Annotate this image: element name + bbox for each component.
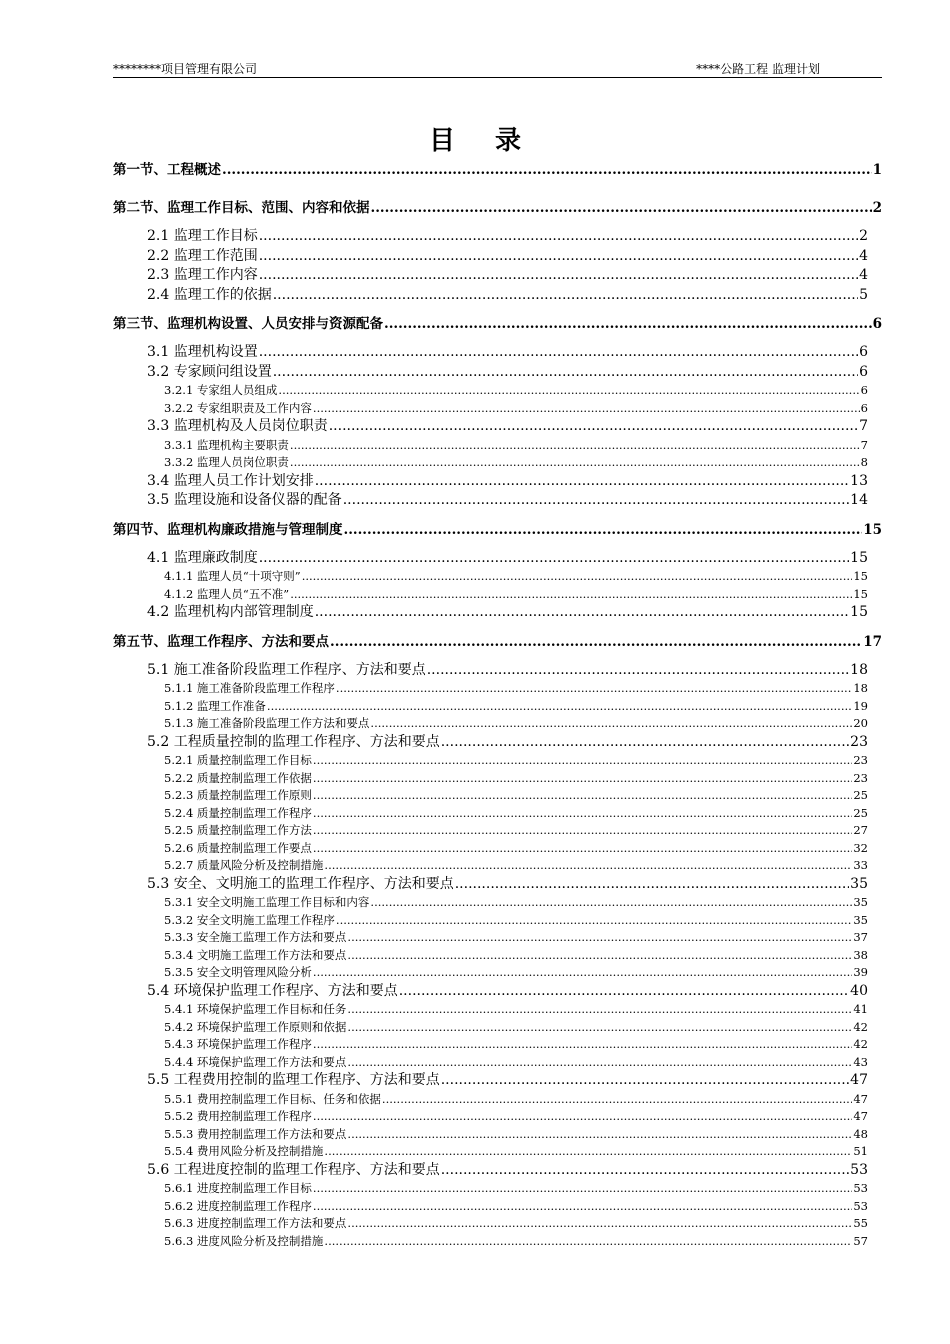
- toc-entry-title: 5.5.1 费用控制监理工作目标、任务和依据: [164, 1091, 381, 1106]
- toc-page-number: 42: [853, 1037, 868, 1051]
- toc-entry-title: 5.4.1 环境保护监理工作目标和任务: [164, 1002, 347, 1016]
- toc-entry-title: 5.3.4 文明施工监理工作方法和要点: [164, 947, 347, 962]
- toc-entry-title: 5.1 施工准备阶段监理工作程序、方法和要点: [147, 661, 426, 678]
- toc-entry-title: 3.3.1 监理机构主要职责: [164, 437, 289, 452]
- toc-page-number: 6: [860, 383, 868, 397]
- toc-entry-level2[interactable]: [113, 875, 868, 895]
- toc-dot-leader: [343, 491, 849, 511]
- toc-dot-leader: [313, 787, 852, 805]
- toc-page-number: 7: [860, 437, 868, 452]
- toc-dot-leader: [399, 982, 849, 1002]
- toc-entry-level3[interactable]: [113, 1001, 868, 1019]
- toc-dot-leader: [427, 661, 849, 681]
- toc-dot-leader: [382, 1091, 852, 1109]
- toc-page-number: 35: [853, 895, 868, 909]
- toc-page-number: 4: [859, 267, 868, 283]
- toc-page-number: 39: [853, 965, 868, 979]
- toc-entry-level2[interactable]: [113, 491, 868, 511]
- toc-entry-title: 3.1 监理机构设置: [147, 344, 258, 360]
- toc-entry-title: 5.6.2 进度控制监理工作程序: [164, 1198, 312, 1213]
- toc-entry-title: 第五节、监理工作程序、方法和要点: [113, 633, 329, 650]
- toc-dot-leader: [347, 1019, 852, 1037]
- toc-page-number: 25: [853, 805, 868, 820]
- toc-entry-title: 5.2.1 质量控制监理工作目标: [164, 753, 312, 767]
- toc-entry-level3[interactable]: [113, 947, 868, 965]
- toc-title: 目录: [428, 126, 561, 156]
- toc-entry-title: 5.4 环境保护监理工作程序、方法和要点: [147, 982, 398, 999]
- toc-entry-title: 第三节、监理机构设置、人员安排与资源配备: [113, 316, 383, 332]
- toc-page-number: 47: [853, 1109, 868, 1123]
- toc-page-number: 6: [859, 344, 868, 360]
- toc-entry-level1[interactable]: [113, 199, 882, 218]
- toc-page-number: 7: [859, 418, 868, 434]
- toc-page-number: 17: [863, 633, 882, 650]
- toc-dot-leader: [441, 733, 849, 753]
- toc-dot-leader: [259, 227, 858, 247]
- toc-dot-leader: [315, 603, 849, 623]
- toc-entry-title: 4.1.1 监理人员“十项守则”: [164, 569, 301, 583]
- toc-entry-level2[interactable]: [113, 266, 868, 286]
- toc-dot-leader: [313, 400, 860, 418]
- toc-entry-level3[interactable]: [113, 770, 868, 788]
- toc-entry-level3[interactable]: [113, 400, 868, 418]
- toc-page-number: 53: [850, 1161, 868, 1178]
- toc-entry-level3[interactable]: [113, 929, 868, 947]
- toc-entry-level2[interactable]: [113, 227, 868, 247]
- toc-entry-level3[interactable]: [113, 568, 868, 586]
- toc-entry-level2[interactable]: [113, 661, 868, 681]
- toc-entry-level1[interactable]: [113, 521, 882, 540]
- toc-entry-title: 5.4.2 环境保护监理工作原则和依据: [164, 1019, 347, 1034]
- toc-entry-level3[interactable]: [113, 822, 868, 840]
- toc-entry-level2[interactable]: [113, 417, 868, 437]
- toc-entry-title: 5.2.5 质量控制监理工作方法: [164, 823, 312, 837]
- toc-entry-level1[interactable]: [113, 633, 882, 652]
- toc-entry-title: 5.6.3 进度控制监理工作方法和要点: [164, 1216, 347, 1230]
- toc-dot-leader: [324, 1143, 852, 1161]
- toc-entry-level3[interactable]: [113, 1215, 868, 1233]
- toc-page-number: 19: [853, 698, 868, 713]
- toc-entry-title: 5.1.2 监理工作准备: [164, 698, 266, 713]
- toc-entry-title: 3.3 监理机构及人员岗位职责: [147, 418, 328, 434]
- toc-dot-leader: [313, 840, 852, 858]
- toc-entry-title: 5.1.1 施工准备阶段监理工作程序: [164, 681, 335, 695]
- toc-entry-level2[interactable]: [113, 343, 868, 363]
- toc-dot-leader: [313, 770, 852, 788]
- toc-entry-level2[interactable]: [113, 1161, 868, 1181]
- toc-dot-leader: [259, 266, 858, 286]
- toc-entry-level2[interactable]: [113, 549, 868, 569]
- toc-page-number: 53: [853, 1181, 868, 1195]
- toc-page-number: 6: [860, 400, 868, 415]
- toc-page-number: 1: [872, 162, 882, 178]
- page-header: [113, 60, 882, 78]
- toc-dot-leader: [336, 680, 852, 698]
- toc-entry-title: 3.3.2 监理人员岗位职责: [164, 455, 289, 469]
- toc-dot-leader: [313, 805, 852, 823]
- toc-dot-leader: [290, 437, 860, 455]
- toc-entry-level3[interactable]: [113, 805, 868, 823]
- toc-dot-leader: [347, 1126, 852, 1144]
- toc-entry-title: 5.4.3 环境保护监理工作程序: [164, 1037, 312, 1051]
- toc-entry-level3[interactable]: [113, 1126, 868, 1144]
- toc-entry-level3[interactable]: [113, 437, 868, 455]
- toc-entry-title: 3.4 监理人员工作计划安排: [147, 472, 314, 489]
- toc-entry-title: 5.5.3 费用控制监理工作方法和要点: [164, 1126, 347, 1141]
- toc-entry-title: 5.3.3 安全施工监理工作方法和要点: [164, 930, 347, 944]
- toc-entry-title: 5.2.2 质量控制监理工作依据: [164, 770, 312, 785]
- toc-dot-leader: [313, 1180, 852, 1198]
- toc-page-number: 48: [853, 1126, 868, 1141]
- toc-entry-title: 4.1.2 监理人员“五不准”: [164, 586, 290, 601]
- toc-entry-title: 5.2.4 质量控制监理工作程序: [164, 805, 312, 820]
- toc-page-number: 51: [853, 1144, 868, 1158]
- toc-entry-level1[interactable]: [113, 161, 882, 180]
- toc-entry-level3[interactable]: [113, 1091, 868, 1109]
- toc-page-number: 18: [850, 661, 868, 678]
- toc-page-number: 33: [853, 858, 868, 872]
- toc-dot-leader: [222, 161, 872, 180]
- toc-page-number: 27: [853, 823, 868, 837]
- toc-entry-title: 2.1 监理工作目标: [147, 228, 258, 244]
- toc-page-number: 6: [859, 363, 868, 380]
- toc-dot-leader: [347, 929, 852, 947]
- toc-page-number: 42: [853, 1019, 868, 1034]
- toc-entry-level3[interactable]: [113, 894, 868, 912]
- toc-dot-leader: [347, 947, 852, 965]
- toc-dot-leader: [313, 964, 852, 982]
- toc-entry-level2[interactable]: [113, 286, 868, 306]
- toc-dot-leader: [259, 343, 858, 363]
- toc-entry-level3[interactable]: [113, 964, 868, 982]
- toc-entry-level3[interactable]: [113, 1036, 868, 1054]
- toc-entry-level3[interactable]: [113, 787, 868, 805]
- toc-dot-leader: [329, 417, 858, 437]
- toc-dot-leader: [347, 1001, 852, 1019]
- toc-entry-title: 4.2 监理机构内部管理制度: [147, 604, 314, 620]
- toc-entry-title: 2.4 监理工作的依据: [147, 286, 272, 303]
- toc-page-number: 40: [850, 982, 868, 999]
- table-of-contents: [113, 160, 882, 1250]
- toc-page-number: 38: [853, 947, 868, 962]
- toc-dot-leader: [441, 1071, 849, 1091]
- toc-page-number: 57: [853, 1233, 868, 1248]
- toc-entry-title: 5.6 工程进度控制的监理工作程序、方法和要点: [147, 1161, 440, 1178]
- toc-entry-level3[interactable]: [113, 857, 868, 875]
- toc-page-number: 15: [850, 549, 868, 566]
- toc-entry-title: 5.2.3 质量控制监理工作原则: [164, 788, 312, 802]
- toc-dot-leader: [347, 1054, 852, 1072]
- toc-dot-leader: [441, 1161, 849, 1181]
- toc-entry-level3[interactable]: [113, 1233, 868, 1251]
- toc-entry-title: 5.6.3 进度风险分析及控制措施: [164, 1233, 324, 1248]
- toc-entry-title: 5.2 工程质量控制的监理工作程序、方法和要点: [147, 733, 440, 750]
- toc-dot-leader: [330, 633, 862, 652]
- toc-entry-level3[interactable]: [113, 1019, 868, 1037]
- toc-dot-leader: [336, 912, 852, 930]
- header-company: ********项目管理有限公司: [113, 62, 258, 76]
- toc-entry-title: 5.5.4 费用风险分析及控制措施: [164, 1144, 324, 1158]
- toc-dot-leader: [344, 521, 863, 540]
- toc-page-number: 43: [853, 1054, 868, 1069]
- toc-dot-leader: [347, 1215, 852, 1233]
- toc-dot-leader: [384, 315, 872, 334]
- toc-entry-level2[interactable]: [113, 247, 868, 267]
- toc-page-number: 15: [850, 604, 868, 620]
- toc-entry-title: 5.3.5 安全文明管理风险分析: [164, 965, 312, 979]
- toc-entry-title: 5.2.7 质量风险分析及控制措施: [164, 858, 324, 872]
- toc-entry-level3[interactable]: [113, 1180, 868, 1198]
- toc-entry-title: 5.4.4 环境保护监理工作方法和要点: [164, 1054, 347, 1069]
- toc-entry-title: 3.5 监理设施和设备仪器的配备: [147, 492, 342, 508]
- toc-entry-level3[interactable]: [113, 715, 868, 733]
- toc-entry-level2[interactable]: [113, 982, 868, 1002]
- toc-entry-level3[interactable]: [113, 382, 868, 400]
- header-project: ****公路工程 监理计划: [696, 62, 820, 76]
- toc-entry-title: 3.2.2 专家组职责及工作内容: [164, 400, 312, 415]
- toc-dot-leader: [273, 286, 858, 306]
- toc-entry-title: 4.1 监理廉政制度: [147, 549, 258, 566]
- toc-entry-title: 2.3 监理工作内容: [147, 267, 258, 283]
- toc-entry-title: 5.5 工程费用控制的监理工作程序、方法和要点: [147, 1072, 440, 1088]
- toc-page-number: 8: [860, 455, 868, 469]
- toc-entry-level3[interactable]: [113, 1198, 868, 1216]
- toc-dot-leader: [313, 822, 852, 840]
- toc-dot-leader: [370, 894, 852, 912]
- toc-entry-level3[interactable]: [113, 698, 868, 716]
- toc-dot-leader: [370, 715, 852, 733]
- toc-entry-level2[interactable]: [113, 733, 868, 753]
- toc-entry-level3[interactable]: [113, 1054, 868, 1072]
- toc-page-number: 2: [872, 200, 882, 216]
- toc-page-number: 15: [863, 521, 882, 538]
- toc-entry-title: 5.6.1 进度控制监理工作目标: [164, 1181, 312, 1195]
- toc-entry-title: 第二节、监理工作目标、范围、内容和依据: [113, 200, 370, 216]
- toc-dot-leader: [290, 586, 852, 604]
- toc-dot-leader: [290, 454, 860, 472]
- toc-entry-level2[interactable]: [113, 1071, 868, 1091]
- toc-entry-title: 5.3.2 安全文明施工监理工作程序: [164, 912, 335, 927]
- toc-entry-title: 3.2 专家顾问组设置: [147, 363, 272, 380]
- toc-page-number: 15: [853, 586, 868, 601]
- toc-page-number: 6: [872, 316, 882, 332]
- toc-entry-level3[interactable]: [113, 586, 868, 604]
- toc-page-number: 23: [853, 753, 868, 767]
- toc-dot-leader: [278, 382, 859, 400]
- toc-page-number: 2: [859, 228, 868, 244]
- toc-page-number: 47: [850, 1072, 868, 1088]
- toc-entry-level2[interactable]: [113, 603, 868, 623]
- toc-dot-leader: [267, 698, 852, 716]
- toc-entry-title: 2.2 监理工作范围: [147, 247, 258, 264]
- toc-page-number: 20: [853, 716, 868, 730]
- toc-entry-title: 5.3.1 安全文明施工监理工作目标和内容: [164, 895, 370, 909]
- toc-entry-level3[interactable]: [113, 1143, 868, 1161]
- toc-entry-title: 3.2.1 专家组人员组成: [164, 383, 278, 397]
- toc-page-number: 47: [853, 1091, 868, 1106]
- toc-entry-level3[interactable]: [113, 1108, 868, 1126]
- toc-page-number: 32: [853, 840, 868, 855]
- toc-page-number: 25: [853, 788, 868, 802]
- toc-entry-level3[interactable]: [113, 912, 868, 930]
- toc-entry-title: 第一节、工程概述: [113, 162, 221, 178]
- toc-entry-title: 5.2.6 质量控制监理工作要点: [164, 840, 312, 855]
- toc-dot-leader: [259, 549, 849, 569]
- toc-page-number: 55: [853, 1216, 868, 1230]
- toc-dot-leader: [313, 752, 852, 770]
- toc-dot-leader: [324, 1233, 852, 1251]
- toc-dot-leader: [313, 1036, 852, 1054]
- toc-page-number: 15: [853, 569, 868, 583]
- toc-dot-leader: [324, 857, 852, 875]
- toc-entry-title: 5.3 安全、文明施工的监理工作程序、方法和要点: [147, 875, 454, 892]
- toc-page-number: 53: [853, 1198, 868, 1213]
- toc-dot-leader: [455, 875, 849, 895]
- toc-entry-level3[interactable]: [113, 752, 868, 770]
- toc-page-number: 23: [850, 733, 868, 750]
- toc-page-number: 14: [850, 492, 868, 508]
- toc-dot-leader: [313, 1108, 852, 1126]
- toc-dot-leader: [273, 363, 858, 383]
- toc-dot-leader: [302, 568, 853, 586]
- toc-dot-leader: [371, 199, 872, 218]
- toc-page-number: 35: [853, 912, 868, 927]
- toc-entry-level2[interactable]: [113, 363, 868, 383]
- toc-entry-level1[interactable]: [113, 315, 882, 334]
- toc-page-number: 23: [853, 770, 868, 785]
- toc-page-number: 37: [853, 930, 868, 944]
- toc-dot-leader: [313, 1198, 852, 1216]
- toc-page-number: 13: [850, 472, 868, 489]
- toc-entry-level2[interactable]: [113, 472, 868, 492]
- toc-page-number: 5: [859, 286, 868, 303]
- toc-entry-level3[interactable]: [113, 840, 868, 858]
- toc-page-number: 41: [853, 1002, 868, 1016]
- toc-page-number: 35: [850, 875, 868, 892]
- toc-page-number: 18: [853, 681, 868, 695]
- toc-entry-level3[interactable]: [113, 680, 868, 698]
- toc-entry-title: 5.1.3 施工准备阶段监理工作方法和要点: [164, 716, 370, 730]
- toc-entry-title: 第四节、监理机构廉政措施与管理制度: [113, 521, 343, 538]
- toc-entry-title: 5.5.2 费用控制监理工作程序: [164, 1109, 312, 1123]
- toc-page-number: 4: [859, 247, 868, 264]
- toc-dot-leader: [259, 247, 858, 267]
- toc-entry-level3[interactable]: [113, 454, 868, 472]
- toc-dot-leader: [315, 472, 849, 492]
